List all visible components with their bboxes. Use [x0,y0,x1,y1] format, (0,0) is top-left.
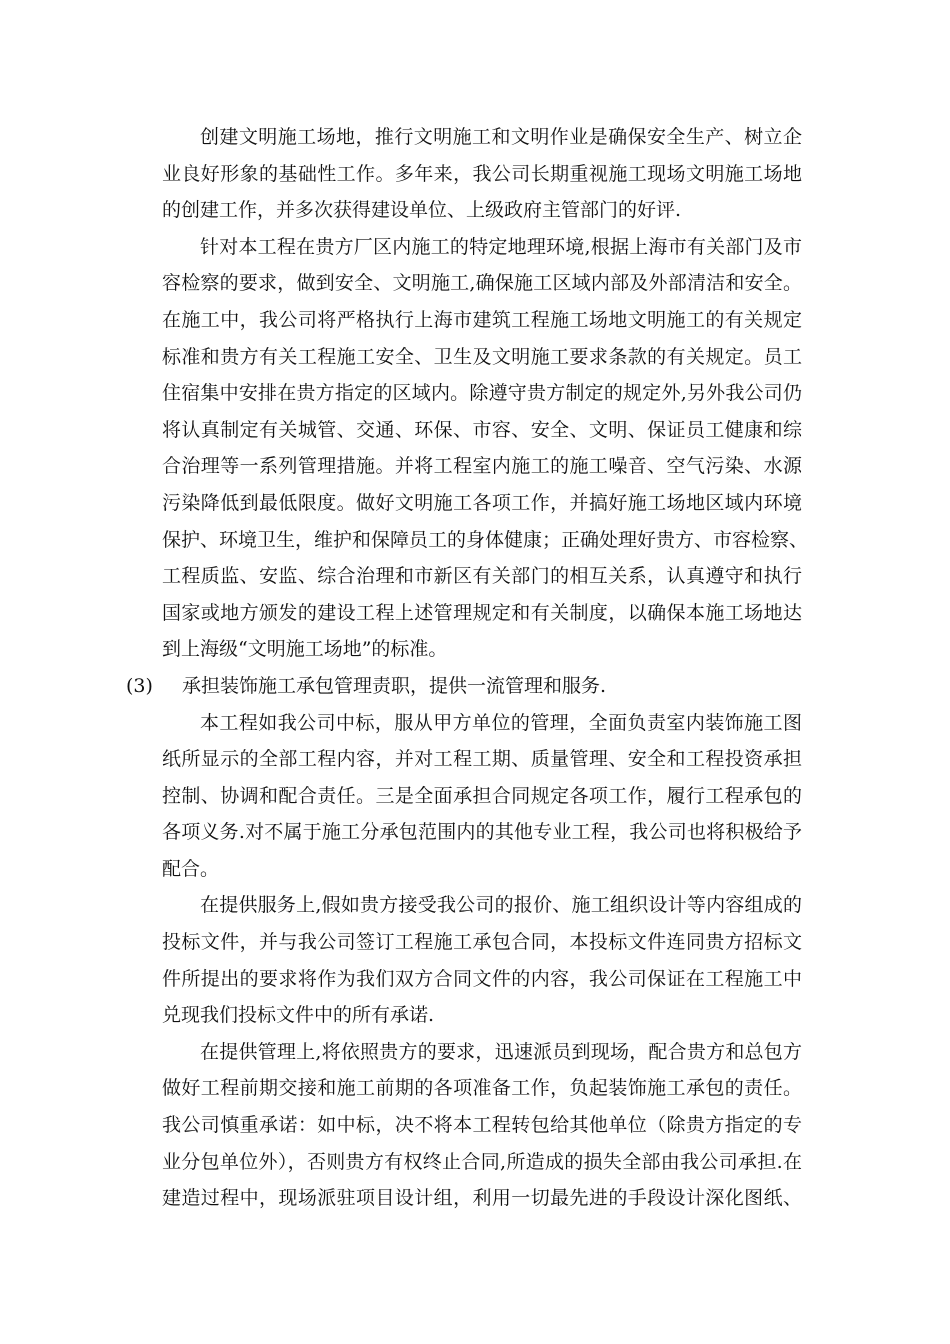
paragraph-line: 容检察的要求，做到安全、文明施工,确保施工区域内部及外部清洁和安全。 [162,272,802,295]
paragraph-line: 将认真制定有关城管、交通、环保、市容、安全、文明、保证员工健康和综 [162,418,802,441]
paragraph-line: 各项义务.对不属于施工分承包范围内的其他专业工程，我公司也将积极给予 [162,821,802,844]
paragraph-line: 的创建工作，并多次获得建设单位、上级政府主管部门的好评. [162,199,682,222]
paragraph-line: 纸所显示的全部工程内容，并对工程工期、质量管理、安全和工程投资承担 [162,748,802,771]
document-body [126,119,809,1217]
paragraph-line: 到上海级“文明施工场地”的标准。 [162,638,448,661]
paragraph-first-line: 在提供管理上,将依照贵方的要求，迅速派员到现场，配合贵方和总包方 [200,1040,802,1063]
paragraph-first-line: 针对本工程在贵方厂区内施工的特定地理环境,根据上海市有关部门及市 [200,235,802,258]
paragraph-line: 业分包单位外），否则贵方有权终止合同,所造成的损失全部由我公司承担.在 [162,1150,802,1173]
paragraph-line: 合治理等一系列管理措施。并将工程室内施工的施工噪音、空气污染、水源 [162,455,802,478]
paragraph-line: 国家或地方颁发的建设工程上述管理规定和有关制度，以确保本施工场地达 [162,601,802,624]
paragraph-line: 投标文件，并与我公司签订工程施工承包合同，本投标文件连同贵方招标文 [162,931,802,954]
paragraph-line: 工程质监、安监、综合治理和市新区有关部门的相互关系，认真遵守和执行 [162,565,802,588]
paragraph-line: 污染降低到最低限度。做好文明施工各项工作，并搞好施工场地区域内环境 [162,491,802,514]
paragraph-line: 件所提出的要求将作为我们双方合同文件的内容，我公司保证在工程施工中 [162,967,802,990]
paragraph-line: 保护、环境卫生，维护和保障员工的身体健康；正确处理好贵方、市容检察、 [162,528,809,551]
paragraph-line: 我公司慎重承诺：如中标，决不将本工程转包给其他单位（除贵方指定的专 [162,1114,802,1137]
paragraph-line: 住宿集中安排在贵方指定的区域内。除遵守贵方制定的规定外,另外我公司仍 [162,382,802,405]
paragraph-line: 在施工中，我公司将严格执行上海市建筑工程施工场地文明施工的有关规定 [162,308,802,331]
paragraph-line: 做好工程前期交接和施工前期的各项准备工作，负起装饰施工承包的责任。 [162,1077,802,1100]
paragraph-first-line: 本工程如我公司中标，服从甲方单位的管理，全面负责室内装饰施工图 [200,711,802,734]
paragraph-first-line: 在提供服务上,假如贵方接受我公司的报价、施工组织设计等内容组成的 [200,894,802,917]
section-number: (3) [126,674,153,697]
paragraph-line: 标准和贵方有关工程施工安全、卫生及文明施工要求条款的有关规定。员工 [162,345,802,368]
paragraph-line: 控制、协调和配合责任。三是全面承担合同规定各项工作，履行工程承包的 [162,784,802,807]
paragraph-line: 配合。 [162,857,220,880]
paragraph-first-line: 创建文明施工场地，推行文明施工和文明作业是确保安全生产、树立企 [200,126,802,148]
section-heading [126,668,802,705]
paragraph-line: 建造过程中，现场派驻项目设计组，利用一切最先进的手段设计深化图纸、 [162,1187,802,1210]
paragraph-line: 兑现我们投标文件中的所有承诺. [162,1004,435,1027]
paragraph-line: 业良好形象的基础性工作。多年来，我公司长期重视施工现场文明施工场地 [162,162,802,185]
section-heading-text: 承担装饰施工承包管理责职，提供一流管理和服务. [182,674,607,697]
